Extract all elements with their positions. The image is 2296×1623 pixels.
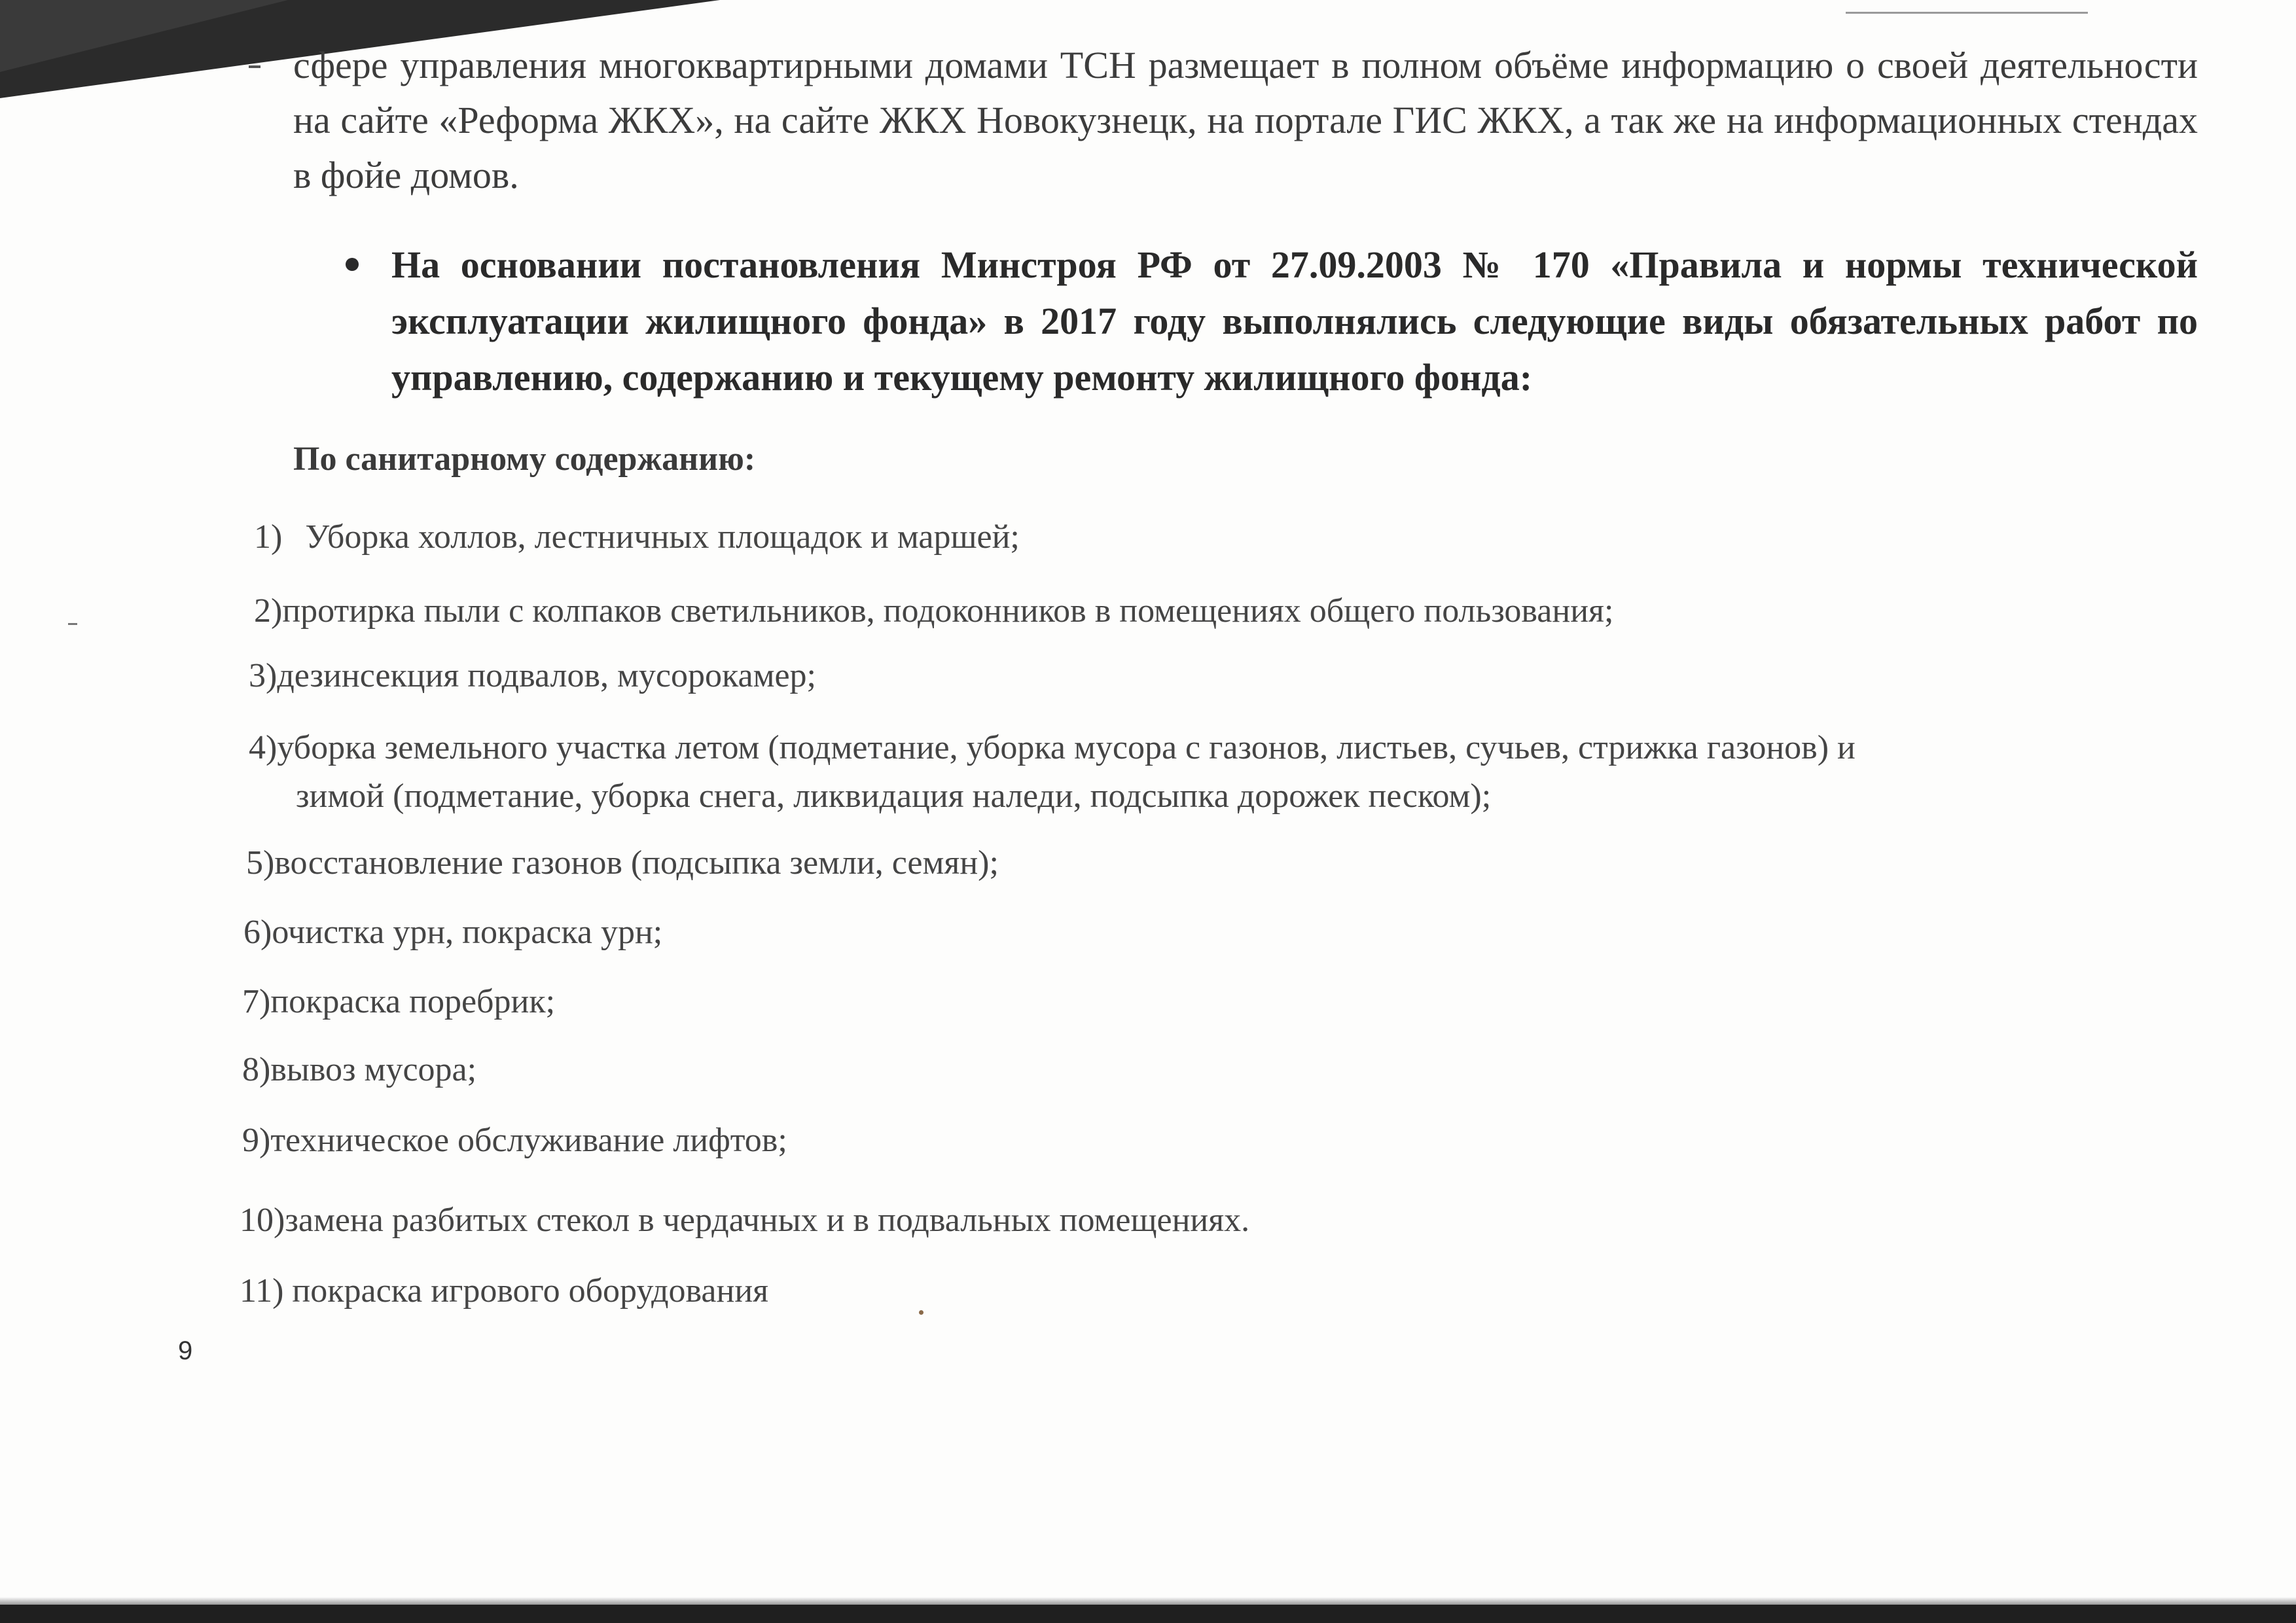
bullet-paragraph: На основании постановления Минстроя РФ от 27.09.2003 № 170 «Правила и нормы технической эксплуатации жилищного фонда» в 2017 году выполнялись следующие виды обязательных работ по управлению, содержанию и текущему ремонту жилищного фонда:: [391, 243, 2198, 399]
list-item: [242, 1050, 476, 1090]
hyphen-mark: [249, 65, 260, 68]
scan-artifact-dash: [68, 623, 77, 625]
list-item-text: дезинсекция подвалов, мусорокамер;: [277, 657, 816, 694]
list-item-text: уборка земельного участка летом (подметание, уборка мусора с газонов, листьев, сучьев, стрижка газонов) и: [277, 729, 1856, 766]
list-item: [240, 1200, 1249, 1241]
list-item-number: 7): [242, 983, 271, 1020]
list-item-number: 1): [254, 518, 283, 556]
list-item-number: 2): [254, 592, 283, 630]
list-item-text: протирка пыли с колпаков светильников, подоконников в помещениях общего пользования;: [282, 592, 1614, 630]
list-item-number: 5): [246, 844, 275, 882]
list-item-number: 10): [240, 1202, 285, 1239]
list-item-text: Уборка холлов, лестничных площадок и маршей;: [305, 518, 1020, 556]
list-item-text: техническое обслуживание лифтов;: [270, 1122, 787, 1159]
list-item-number: 6): [243, 914, 272, 951]
scan-speck: [919, 1310, 924, 1315]
list-item-text: покраска поребрик;: [270, 983, 556, 1020]
list-item: [242, 1120, 787, 1161]
intro-paragraph: сфере управления многоквартирными домами ТСН размещает в полном объёме информацию о своей деятельности на сайте «Реформа ЖКХ», на сайте ЖКХ Новокузнецк, на портале ГИС ЖКХ, а так же на информационных стендах в фойе домов.: [293, 44, 2198, 196]
list-item: [240, 1271, 768, 1311]
list-item-number: 11): [240, 1272, 284, 1310]
list-item-text: вывоз мусора;: [270, 1051, 477, 1088]
list-item-number: 8): [242, 1051, 271, 1088]
list-item-text: восстановление газонов (подсыпка земли, семян);: [274, 844, 999, 882]
list-item-text: замена разбитых стекол в чердачных и в подвальных помещениях.: [285, 1202, 1250, 1239]
list-item-text: очистка урн, покраска урн;: [272, 914, 663, 951]
list-item: [249, 728, 1856, 768]
list-item-number: 4): [249, 729, 278, 766]
bullet-dot-icon: [346, 258, 359, 271]
scan-corner-shadow-dark: [0, 0, 288, 72]
scan-bottom-fade: [0, 1597, 2296, 1605]
list-item: [254, 517, 1020, 558]
list-item: [242, 982, 555, 1022]
scan-artifact-line: [1846, 12, 2088, 14]
list-item-number: 9): [242, 1122, 271, 1159]
page-number: 9: [178, 1336, 193, 1365]
list-item-text: покраска игрового оборудования: [283, 1272, 769, 1310]
list-item: [249, 656, 816, 696]
list-item: [254, 591, 1613, 632]
scan-bottom-edge: [0, 1605, 2296, 1623]
list-item: [246, 843, 999, 883]
list-item: [243, 912, 662, 953]
section-subheading: По санитарному содержанию:: [293, 440, 756, 478]
list-item-continuation: зимой (подметание, уборка снега, ликвидация наледи, подсыпка дорожек песком);: [296, 777, 1492, 815]
list-item-number: 3): [249, 657, 278, 694]
